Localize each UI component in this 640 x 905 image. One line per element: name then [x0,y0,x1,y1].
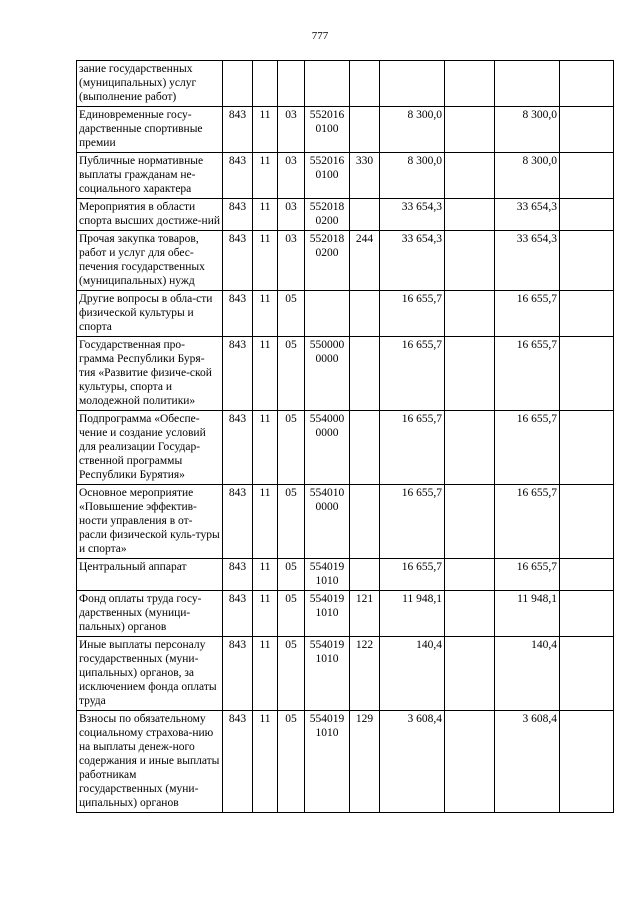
target-article-cell [305,107,350,153]
empty-cell-2 [560,711,614,813]
target-article-part1: 554000 [309,413,345,425]
expense-name-cell: Взносы по обязательному социальному страхова-нию на выплаты денеж-ного содержания и иные выплаты работникам государственных (муни-ципальных) органов [77,711,223,813]
target-article-cell [305,337,350,411]
sum-cell: 16 655,7 [380,337,445,411]
target-article-cell [305,231,350,291]
ministry-code-cell: 843 [223,107,253,153]
expense-type-cell [350,107,380,153]
empty-cell [445,291,495,337]
section-code-cell: 11 [253,485,278,559]
ministry-code-cell [223,61,253,107]
sum-cell: 8 300,0 [380,153,445,199]
subsection-code-cell: 05 [278,637,305,711]
empty-cell-2 [560,411,614,485]
subsection-code-cell [278,61,305,107]
expense-name-cell: Подпрограмма «Обеспе-чение и создание условий для реализации Государ-ственной программы Республики Бурятия» [77,411,223,485]
empty-cell [445,199,495,231]
empty-cell-2 [560,61,614,107]
sum-cell: 16 655,7 [380,411,445,485]
expense-type-cell: 129 [350,711,380,813]
sum-cell-2: 16 655,7 [495,411,560,485]
ministry-code-cell: 843 [223,411,253,485]
expense-type-cell [350,199,380,231]
section-code-cell: 11 [253,231,278,291]
target-article-part1: 552018 [309,233,345,245]
subsection-code-cell: 03 [278,153,305,199]
target-article-part2: 1010 [315,575,339,587]
sum-cell-2: 8 300,0 [495,153,560,199]
target-article-part1: 552016 [309,109,345,121]
expense-name-cell: Основное мероприятие «Повышение эффектив-ности управления в от-расли физической куль-туры и спорта» [77,485,223,559]
target-article-part2: 0000 [315,501,339,513]
table-row [77,291,614,337]
target-article-part2: 0200 [315,247,339,259]
sum-cell: 11 948,1 [380,591,445,637]
table-row [77,231,614,291]
target-article-part1: 554019 [309,561,345,573]
empty-cell-2 [560,107,614,153]
subsection-code-cell: 05 [278,591,305,637]
ministry-code-cell: 843 [223,591,253,637]
target-article-part1: 550000 [309,339,345,351]
target-article-cell [305,199,350,231]
sum-cell-2: 16 655,7 [495,559,560,591]
table-row [77,199,614,231]
sum-cell: 33 654,3 [380,199,445,231]
subsection-code-cell: 05 [278,411,305,485]
target-article-part2: 0000 [315,427,339,439]
target-article-cell [305,711,350,813]
expense-name-cell: Центральный аппарат [77,559,223,591]
target-article-cell [305,61,350,107]
budget-table [76,60,614,813]
sum-cell: 8 300,0 [380,107,445,153]
target-article-part2: 0100 [315,123,339,135]
empty-cell-2 [560,591,614,637]
expense-type-cell: 330 [350,153,380,199]
empty-cell-2 [560,199,614,231]
target-article-cell [305,559,350,591]
target-article-part1: 552016 [309,155,345,167]
target-article-cell [305,411,350,485]
expense-type-cell: 244 [350,231,380,291]
empty-cell-2 [560,485,614,559]
sum-cell-2: 140,4 [495,637,560,711]
sum-cell-2: 3 608,4 [495,711,560,813]
sum-cell: 16 655,7 [380,291,445,337]
target-article-part2: 0200 [315,215,339,227]
section-code-cell: 11 [253,291,278,337]
target-article-part1: 554019 [309,639,345,651]
empty-cell [445,107,495,153]
sum-cell: 16 655,7 [380,559,445,591]
empty-cell [445,559,495,591]
section-code-cell [253,61,278,107]
sum-cell-2 [495,61,560,107]
table-row [77,485,614,559]
subsection-code-cell: 05 [278,559,305,591]
target-article-part2: 1010 [315,653,339,665]
empty-cell [445,411,495,485]
table-row [77,591,614,637]
target-article-part1: 552018 [309,201,345,213]
sum-cell-2: 8 300,0 [495,107,560,153]
expense-type-cell [350,337,380,411]
section-code-cell: 11 [253,591,278,637]
empty-cell [445,61,495,107]
empty-cell [445,485,495,559]
sum-cell-2: 16 655,7 [495,485,560,559]
expense-name-cell: Публичные нормативные выплаты гражданам не-социального характера [77,153,223,199]
table-row [77,559,614,591]
ministry-code-cell: 843 [223,231,253,291]
target-article-part1: 554010 [309,487,345,499]
target-article-part2: 0000 [315,353,339,365]
sum-cell: 140,4 [380,637,445,711]
subsection-code-cell: 05 [278,711,305,813]
sum-cell-2: 16 655,7 [495,337,560,411]
table-row [77,711,614,813]
expense-type-cell [350,61,380,107]
sum-cell: 3 608,4 [380,711,445,813]
empty-cell [445,231,495,291]
empty-cell [445,337,495,411]
subsection-code-cell: 03 [278,107,305,153]
empty-cell-2 [560,153,614,199]
ministry-code-cell: 843 [223,337,253,411]
subsection-code-cell: 05 [278,485,305,559]
table-row [77,107,614,153]
target-article-cell [305,591,350,637]
section-code-cell: 11 [253,337,278,411]
sum-cell-2: 33 654,3 [495,199,560,231]
sum-cell-2: 11 948,1 [495,591,560,637]
empty-cell [445,591,495,637]
expense-type-cell: 122 [350,637,380,711]
target-article-cell [305,291,350,337]
expense-name-cell: Прочая закупка товаров, работ и услуг для обес-печения государственных (муниципальных) нужд [77,231,223,291]
subsection-code-cell: 05 [278,337,305,411]
sum-cell: 33 654,3 [380,231,445,291]
empty-cell-2 [560,337,614,411]
sum-cell-2: 16 655,7 [495,291,560,337]
section-code-cell: 11 [253,559,278,591]
empty-cell [445,711,495,813]
expense-type-cell [350,485,380,559]
expense-type-cell [350,411,380,485]
target-article-cell [305,153,350,199]
section-code-cell: 11 [253,637,278,711]
section-code-cell: 11 [253,153,278,199]
expense-name-cell: Государственная про-грамма Республики Буря-тия «Развитие физиче-ской культуры, спорта и молодежной политики» [77,337,223,411]
table-row [77,61,614,107]
section-code-cell: 11 [253,199,278,231]
ministry-code-cell: 843 [223,559,253,591]
ministry-code-cell: 843 [223,291,253,337]
target-article-part2: 1010 [315,607,339,619]
section-code-cell: 11 [253,411,278,485]
expense-name-cell: Единовременные госу-дарственные спортивные премии [77,107,223,153]
subsection-code-cell: 03 [278,199,305,231]
target-article-part2: 0100 [315,169,339,181]
table-row [77,637,614,711]
empty-cell-2 [560,637,614,711]
sum-cell-2: 33 654,3 [495,231,560,291]
target-article-cell [305,637,350,711]
empty-cell [445,153,495,199]
sum-cell: 16 655,7 [380,485,445,559]
ministry-code-cell: 843 [223,637,253,711]
subsection-code-cell: 03 [278,231,305,291]
table-row [77,337,614,411]
expense-name-cell: Фонд оплаты труда госу-дарственных (муници-пальных) органов [77,591,223,637]
expense-name-cell: Мероприятия в области спорта высших достиже-ний [77,199,223,231]
section-code-cell: 11 [253,107,278,153]
expense-name-cell: зание государственных (муниципальных) услуг (выполнение работ) [77,61,223,107]
page-number: 777 [311,30,329,42]
empty-cell-2 [560,231,614,291]
ministry-code-cell: 843 [223,485,253,559]
expense-type-cell [350,291,380,337]
empty-cell-2 [560,559,614,591]
table-row [77,411,614,485]
empty-cell-2 [560,291,614,337]
expense-name-cell: Другие вопросы в обла-сти физической культуры и спорта [77,291,223,337]
subsection-code-cell: 05 [278,291,305,337]
target-article-part2: 1010 [315,727,339,739]
expense-type-cell: 121 [350,591,380,637]
ministry-code-cell: 843 [223,711,253,813]
expense-name-cell: Иные выплаты персоналу государственных (муни-ципальных) органов, за исключением фонда оплаты труда [77,637,223,711]
expense-type-cell [350,559,380,591]
section-code-cell: 11 [253,711,278,813]
table-row [77,153,614,199]
ministry-code-cell: 843 [223,199,253,231]
sum-cell [380,61,445,107]
target-article-cell [305,485,350,559]
ministry-code-cell: 843 [223,153,253,199]
target-article-part1: 554019 [309,593,345,605]
empty-cell [445,637,495,711]
target-article-part1: 554019 [309,713,345,725]
